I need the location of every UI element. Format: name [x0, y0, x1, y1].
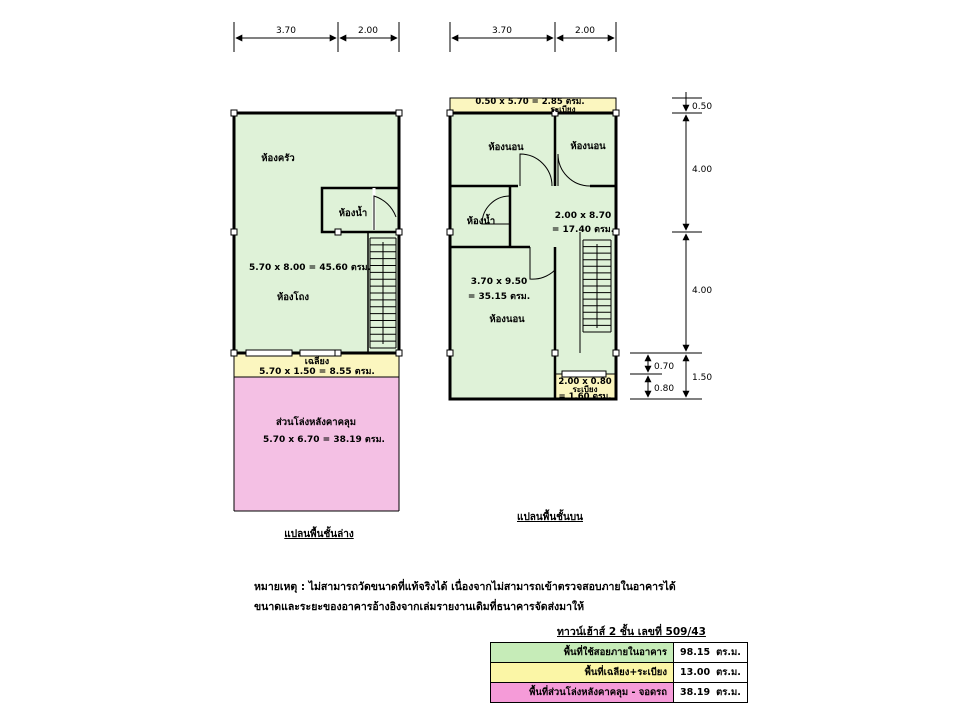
- upper-hall-area-line1: 2.00 x 8.70: [554, 211, 612, 221]
- upper-dim-150: 1.50: [692, 373, 713, 383]
- upper-dim-400a: 4.00: [692, 165, 713, 175]
- ground-dim-right: 2.00: [357, 26, 379, 36]
- summary-row-porch: [491, 663, 748, 683]
- upper-hall-area-line2: = 17.40 ตรม.: [551, 225, 615, 235]
- summary-unit-porch: ตร.ม.: [716, 667, 741, 678]
- summary-unit-indoor: ตร.ม.: [716, 647, 741, 658]
- summary-value-carport: 38.19: [680, 687, 711, 698]
- summary-row-carport: [491, 683, 748, 703]
- upper-right-dimension: [630, 92, 702, 399]
- ground-open-area-text: 5.70 x 6.70 = 38.19 ตรม.: [263, 435, 385, 445]
- ground-floor-plan: [231, 22, 402, 540]
- area-summary-table: [490, 642, 748, 703]
- upper-bottom-balcony-area-line1: 2.00 x 0.80: [558, 377, 612, 387]
- upper-floor-title: แปลนพื้นชั้นบน: [517, 512, 583, 523]
- summary-value-porch: 13.00: [680, 667, 711, 678]
- upper-bedroom-3-area-line1: 3.70 x 9.50: [470, 277, 528, 287]
- note-line-1: หมายเหตุ : ไม่สามารถวัดขนาดที่แท้จริงได้ เนื่องจากไม่สามารถเข้าตรวจสอบภายในอาคารได้: [254, 581, 676, 593]
- upper-dim-050: 0.50: [692, 102, 713, 112]
- upper-top-balcony-label: ระเบียง: [550, 105, 576, 114]
- upper-dim-070: 0.70: [654, 362, 675, 372]
- summary-unit-carport: ตร.ม.: [716, 687, 741, 698]
- summary-label-porch: พื้นที่เฉลียง+ระเบียง: [491, 663, 674, 683]
- ground-porch-label: เฉลียง: [304, 357, 330, 367]
- note-line-2: ขนาดและระยะของอาคารอ้างอิงจากเล่มรายงานเดิมที่ธนาคารจัดส่งมาให้: [254, 601, 585, 613]
- upper-bedroom-3-label: ห้องนอน: [489, 314, 525, 325]
- summary-title: ทาวน์เฮ้าส์ 2 ชั้น เลขที่ 509/43: [557, 626, 706, 638]
- upper-dim-left: 3.70: [491, 26, 513, 36]
- upper-bedroom-2-label: ห้องนอน: [570, 141, 606, 152]
- upper-top-balcony-area: 0.50 x 5.70 = 2.85 ตรม.: [475, 97, 585, 107]
- ground-open-area-label: ส่วนโล่งหลังคาคลุม: [275, 417, 357, 428]
- upper-dim-right: 2.00: [574, 26, 596, 36]
- ground-porch-area-text: 5.70 x 1.50 = 8.55 ตรม.: [259, 367, 375, 377]
- upper-bedroom-3-area-line2: = 35.15 ตรม.: [467, 292, 531, 302]
- summary-label-indoor: พื้นที่ใช้สอยภายในอาคาร: [491, 643, 674, 663]
- ground-floor-title: แปลนพื้นชั้นล่าง: [284, 529, 354, 540]
- upper-dim-400b: 4.00: [692, 286, 713, 296]
- ground-bathroom-label: ห้องน้ำ: [338, 208, 368, 219]
- upper-main-area: [450, 113, 616, 399]
- upper-dim-080: 0.80: [654, 384, 675, 394]
- summary-value-indoor: 98.15: [680, 647, 711, 658]
- ground-dim-left: 3.70: [275, 26, 297, 36]
- ground-main-area-text: 5.70 x 8.00 = 45.60 ตรม.: [249, 263, 371, 273]
- summary-row-indoor: [491, 643, 748, 663]
- upper-floor-plan: [447, 22, 712, 523]
- summary-label-carport: พื้นที่ส่วนโล่งหลังคาคลุม - จอดรถ: [491, 683, 674, 703]
- upper-bottom-balcony-label: ระเบียง: [572, 385, 598, 394]
- ground-hall-label: ห้องโถง: [276, 292, 310, 303]
- upper-bathroom-label: ห้องน้ำ: [466, 216, 496, 227]
- upper-bottom-balcony-area-line2: = 1.60 ตรม.: [558, 392, 612, 402]
- ground-kitchen-label: ห้องครัว: [261, 153, 295, 164]
- upper-bedroom-1-label: ห้องนอน: [488, 142, 524, 153]
